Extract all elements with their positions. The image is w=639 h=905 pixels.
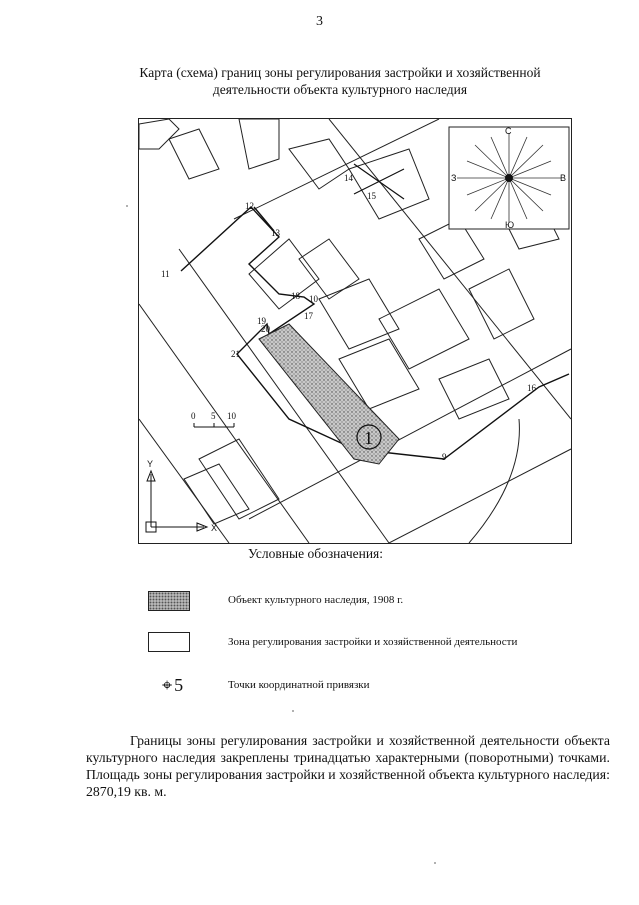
legend-title: Условные обозначения: (248, 546, 384, 561)
point-12: 12 (245, 201, 254, 211)
compass-east: В (560, 173, 567, 183)
compass-west: З (451, 173, 457, 183)
scale-label-0: 0 (191, 411, 196, 421)
point-18: 18 (291, 291, 300, 301)
point-9: 9 (442, 452, 447, 462)
scale-label-5: 5 (211, 411, 216, 421)
point-17: 17 (304, 311, 313, 321)
page-title: Карта (схема) границ зоны регулирования застройки и хозяйственной деятельности объекта культурного наследия (139, 65, 541, 97)
scan-speck (126, 205, 128, 207)
legend-heritage-swatch (148, 591, 190, 611)
point-14: 14 (344, 173, 353, 183)
legend-zone-label: Зона регулирования застройки и хозяйственной деятельности (228, 636, 518, 648)
point-15: 15 (367, 191, 376, 201)
heritage-object (259, 324, 399, 464)
map-drawing (139, 119, 571, 543)
compass-south: Ю (505, 220, 515, 230)
scan-speck (292, 710, 294, 712)
legend-point-symbol (162, 675, 183, 696)
legend-zone-swatch (148, 632, 190, 652)
zone-swatch (148, 632, 190, 652)
compass-north: С (505, 126, 512, 136)
point-11: 11 (161, 269, 170, 279)
site-plan-map (138, 118, 572, 544)
point-marker-number: 5 (174, 675, 184, 695)
legend-point-label: Точки координатной привязки (228, 679, 370, 691)
point-16: 16 (527, 383, 536, 393)
point-21: 21 (231, 349, 240, 359)
point-marker-icon: ⌖ 5 (162, 675, 184, 695)
heritage-object-swatch (148, 591, 190, 611)
x-axis-label: X (211, 523, 218, 533)
point-19: 19 (257, 316, 266, 326)
legend-heritage-label: Объект культурного наследия, 1908 г. (228, 594, 404, 606)
body-paragraph: Границы зоны регулирования застройки и хозяйственной деятельности объекта культурного наследия закреплены тринадцатью характерными (поворотными) точками. Площадь зоны регулирования застройки и хозяйственной объекта культурного наследия: 2870,19 кв. м. (86, 733, 610, 799)
point-10: 10 (309, 294, 318, 304)
point-13: 13 (271, 228, 280, 238)
compass-rose (449, 126, 569, 230)
page-number: 3 (316, 14, 323, 29)
y-axis-label: Y (147, 459, 154, 469)
scan-speck (434, 862, 436, 864)
scale-bar (191, 411, 237, 427)
object-number-label: 1 (364, 428, 373, 448)
scale-label-10: 10 (227, 411, 236, 421)
point-20: 20 (261, 324, 270, 334)
